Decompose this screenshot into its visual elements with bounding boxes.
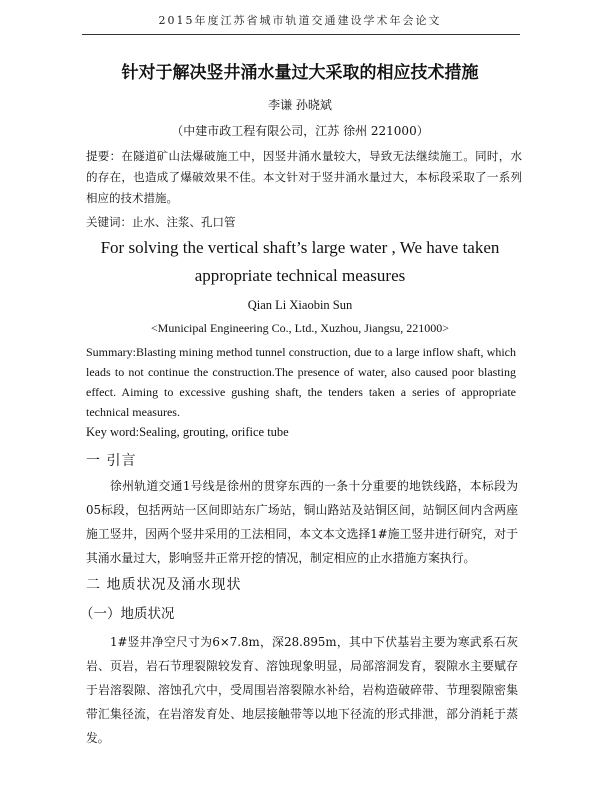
keywords-cn: 关键词：止水、注浆、孔口管 — [86, 215, 236, 229]
affiliation-en: <Municipal Engineering Co., Ltd., Xuzhou, Jiangsu, 221000> — [150, 321, 450, 335]
authors-en: Qian Li Xiaobin Sun — [247, 298, 353, 312]
paper-title-cn: 针对于解决竖井涌水量过大采取的相应技术措施 — [121, 63, 479, 83]
paper-title-en-line1: For solving the vertical shaft’s large water , We have taken — [100, 238, 500, 257]
running-header: 2015年度江苏省城市轨道交通建设学术年会论文 — [158, 14, 442, 27]
abstract-cn: 提要：在隧道矿山法爆破施工中，因竖井涌水量较大，导致无法继续施工。同时，水的存在，也造成了爆破效果不佳。本文针对于竖井涌水量过大，本标段采取了一系列相应的技术措施。 — [86, 149, 522, 205]
subsection1-text: 1#竖井净空尺寸为6×7.8m，深28.895m，其中下伏基岩主要为寒武系石灰岩、页岩，岩石节理裂隙较发育、溶蚀现象明显，局部溶洞发育，裂隙水主要赋存于岩溶裂隙、溶蚀孔穴中，受周围岩溶裂隙水补给，岩构造破碎带、节理裂隙密集带汇集径流，在岩溶发育处、地层接触带等以地下径流的形式排泄，部分消耗于蒸发。 — [86, 635, 518, 745]
summary-en: Summary:Blasting mining method tunnel construction, due to a large inflow shaft, which leads to not continue the construction.The presence of water, also caused poor blasting effect. Aiming to excessive gushing shaft, the tenders taken a series of appropriate technical measures. — [86, 345, 516, 419]
header-rule — [82, 34, 520, 35]
section2-heading: 二 地质状况及涌水现状 — [86, 577, 242, 593]
authors-cn: 李谦 孙晓斌 — [268, 98, 332, 112]
keywords-en: Key word:Sealing, grouting, orifice tube — [86, 425, 289, 439]
section1-text: 徐州轨道交通1号线是徐州的贯穿东西的一条十分重要的地铁线路，本标段为05标段，包括两站一区间即站东广场站，铜山路站及站铜区间，站铜区间内含两座施工竖井，因两个竖井采用的工法相同，本文本文选择1#施工竖井进行研究，对于其涌水量过大，影响竖井正常开挖的情况，制定相应的止水措施方案执行。 — [86, 479, 518, 565]
affiliation-cn: （中建市政工程有限公司，江苏 徐州 221000） — [171, 124, 429, 138]
subsection1-heading: （一）地质状况 — [80, 606, 175, 622]
section1-heading: 一 引言 — [86, 453, 137, 469]
paper-title-en-line2: appropriate technical measures — [194, 266, 406, 285]
